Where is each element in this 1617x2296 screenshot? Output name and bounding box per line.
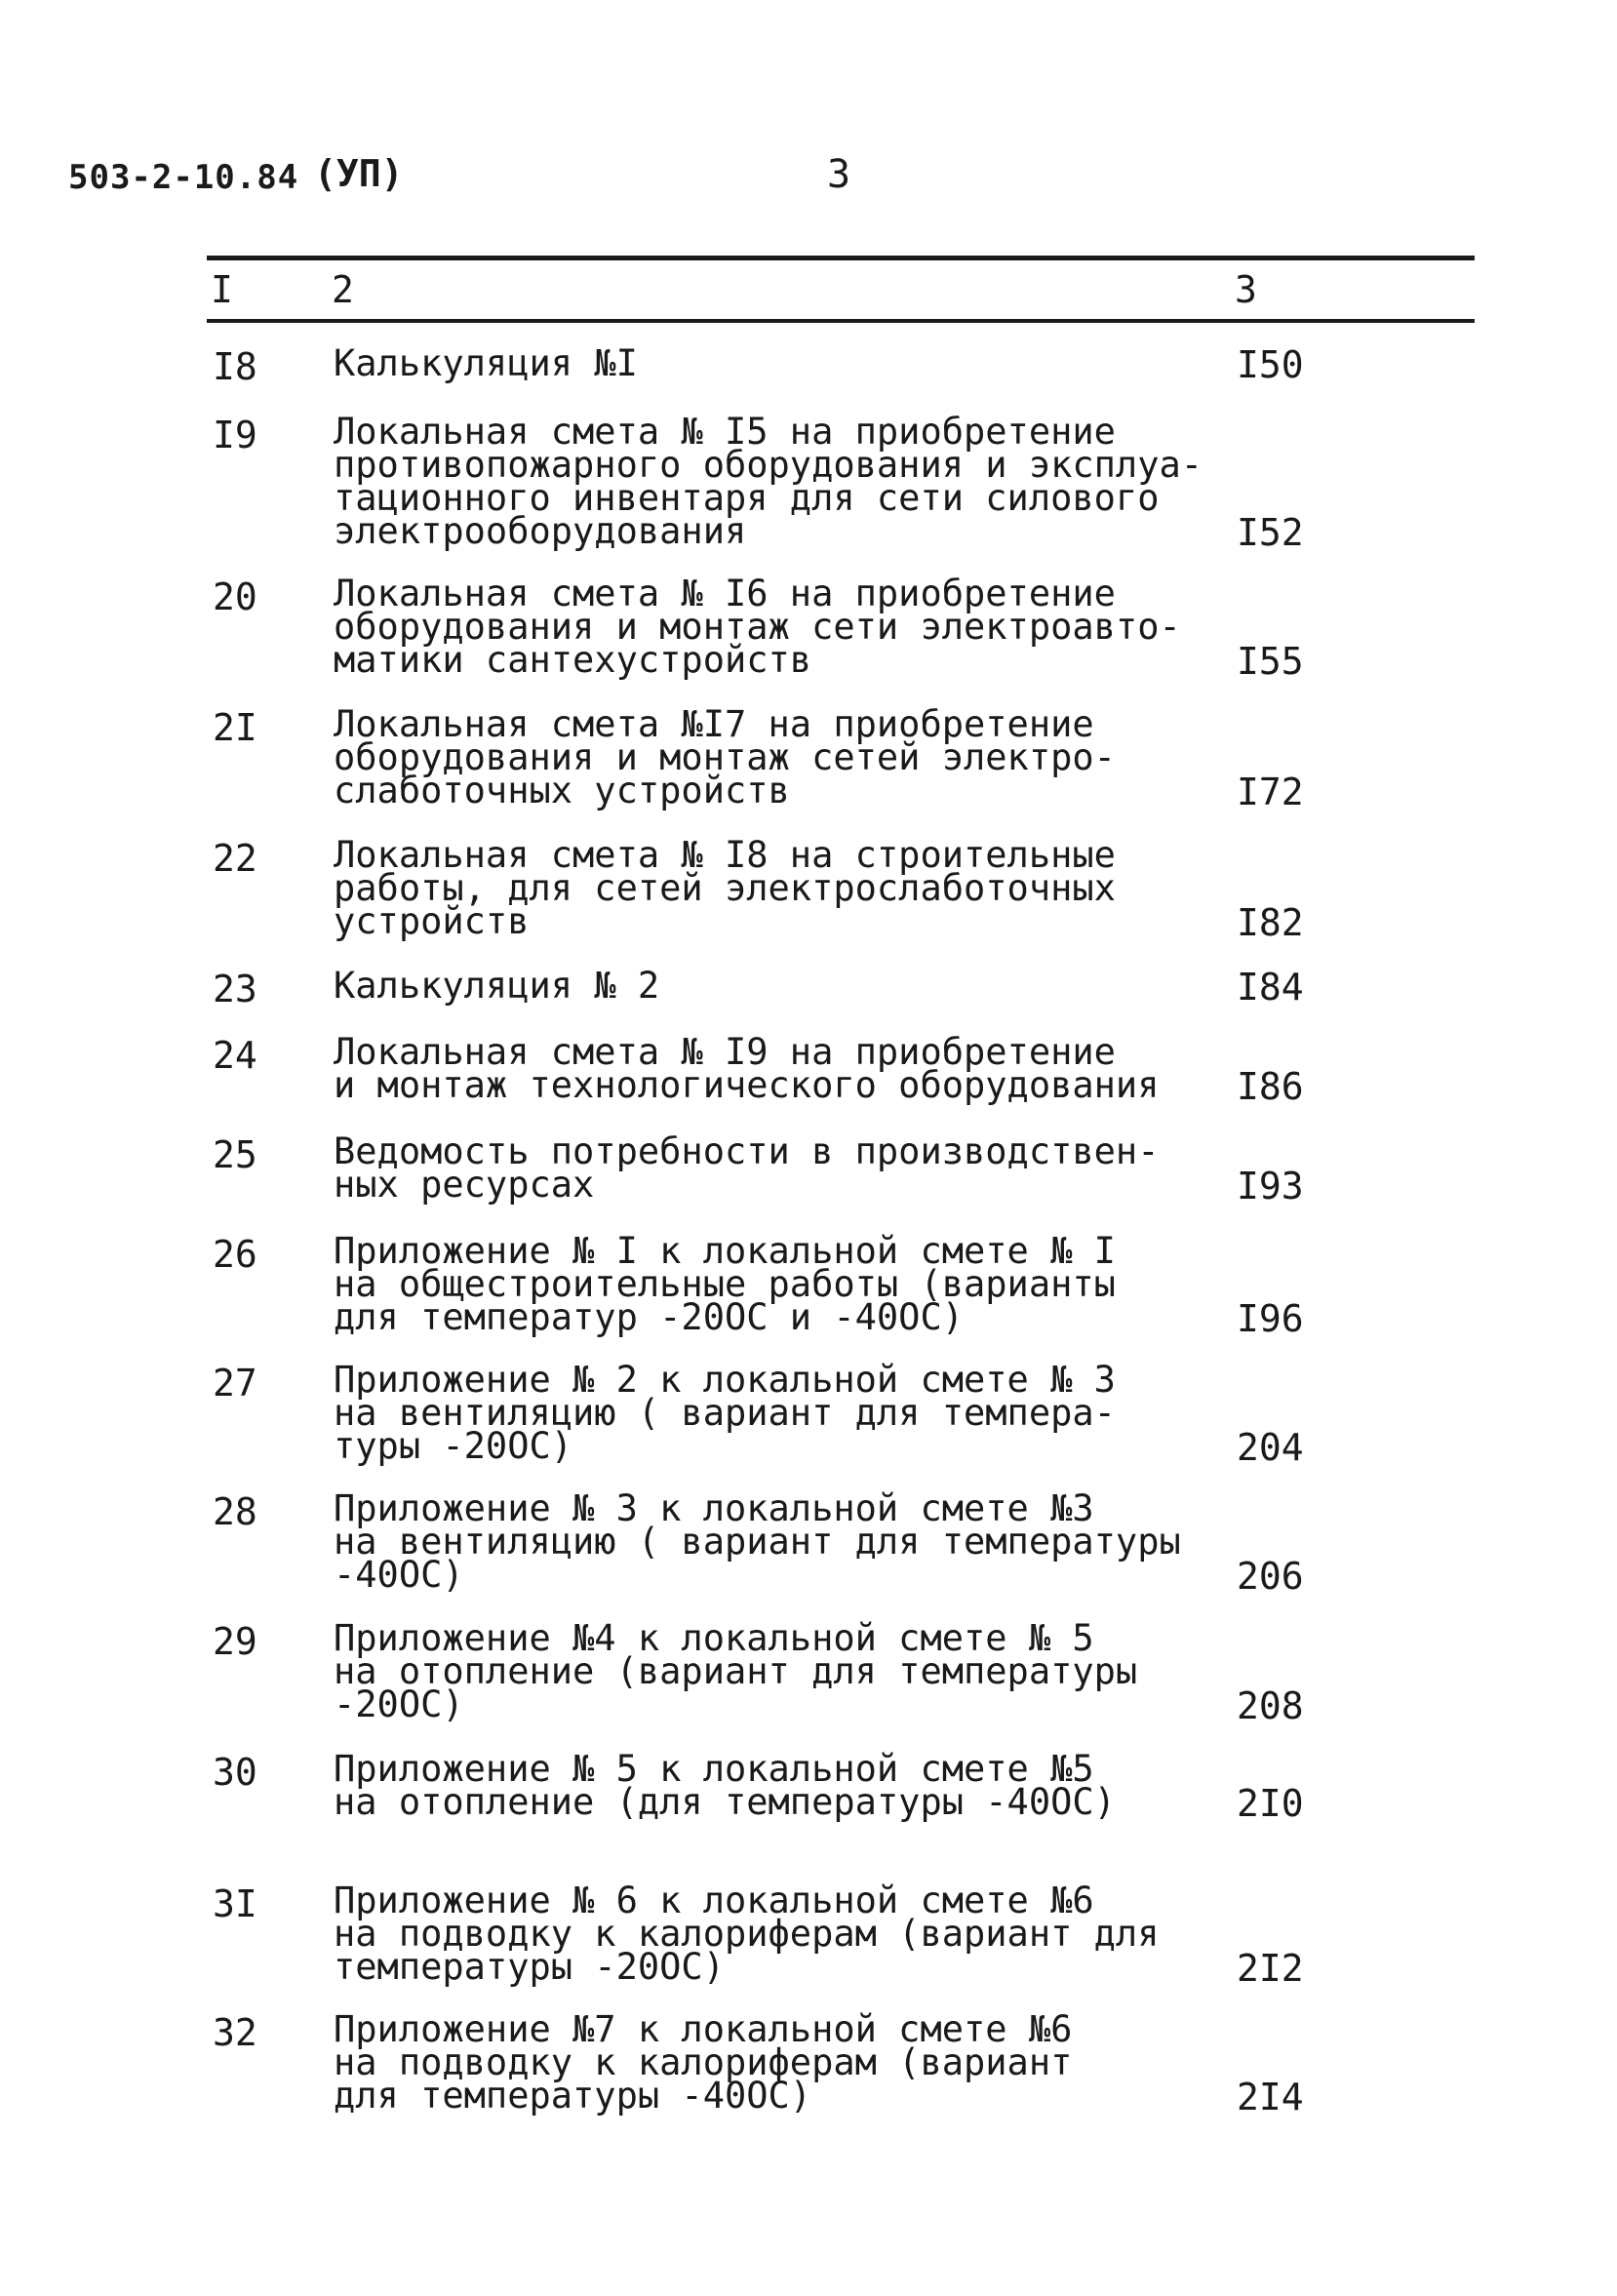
toc-item-title-line: температуры -20ОС) [334, 1946, 725, 1988]
toc-item-title [334, 1880, 1172, 1988]
column-header-number: I [211, 268, 233, 311]
toc-item-number: I8 [213, 345, 257, 388]
toc-item-title [334, 1130, 1172, 1206]
toc-item-title-line: на отопление (вариант для температуры [334, 1650, 1138, 1692]
toc-item-title-line: Ведомость потребности в производствен- [334, 1130, 1160, 1172]
toc-item-title-line: Локальная смета № I5 на приобретение [334, 411, 1116, 453]
toc-item-page: 2I0 [1237, 1782, 1304, 1825]
toc-item-title [334, 342, 1172, 384]
toc-item-title-line: Приложение № 6 к локальной смете №6 [334, 1880, 1094, 1921]
toc-item-title-line: Приложение № 2 к локальной смете № 3 [334, 1359, 1116, 1401]
toc-item-title-line: Приложение №4 к локальной смете № 5 [334, 1617, 1094, 1659]
column-header-page: 3 [1235, 268, 1257, 311]
toc-item-page: 204 [1237, 1426, 1304, 1469]
toc-item-title-line: оборудования и монтаж сети электроавто- [334, 606, 1181, 648]
toc-item-title-line: Приложение № 3 к локальной смете №3 [334, 1487, 1094, 1529]
toc-item-title-line: работы, для сетей электрослаботочных [334, 867, 1116, 909]
toc-item-page: I93 [1237, 1165, 1304, 1207]
toc-item-page: I72 [1237, 771, 1304, 813]
toc-item-title-line: на подводку к калориферам (вариант для [334, 1913, 1160, 1955]
toc-item-title-line: устройств [334, 900, 530, 942]
toc-item-title-line: Приложение №7 к локальной смете №6 [334, 2008, 1073, 2050]
toc-item-title-line: на общестроительные работы (варианты [334, 1263, 1116, 1305]
toc-item-number: 2I [213, 706, 257, 749]
toc-item-title-line: тационного инвентаря для сети силового [334, 477, 1160, 519]
toc-item-title [334, 411, 1203, 552]
toc-item-title-line: электрооборудования [334, 510, 747, 552]
column-header-title: 2 [332, 268, 354, 311]
toc-item-title [334, 2008, 1172, 2117]
toc-item-title-line: противопожарного оборудования и эксплуа- [334, 444, 1203, 486]
toc-item-title-line: оборудования и монтаж сетей электро- [334, 736, 1116, 778]
toc-item-page: 208 [1237, 1684, 1304, 1727]
toc-item-title-line: Локальная смета № I9 на приобретение [334, 1031, 1116, 1073]
toc-item-title-line: Калькуляция №I [334, 342, 638, 384]
toc-item-title [334, 834, 1172, 942]
toc-item-page: 2I4 [1237, 2076, 1304, 2118]
toc-item-number: 30 [213, 1751, 257, 1794]
toc-item-title [334, 1031, 1172, 1106]
toc-item-number: 24 [213, 1034, 257, 1077]
toc-item-page: I86 [1237, 1065, 1304, 1108]
toc-item-title [334, 965, 1172, 1007]
toc-item-title [334, 1230, 1172, 1338]
toc-item-title [334, 703, 1172, 812]
toc-item-title-line: матики сантехустройств [334, 639, 812, 681]
toc-item-page: I84 [1237, 966, 1304, 1009]
toc-item-title-line: для температур -20ОС и -40ОС) [334, 1296, 965, 1338]
toc-item-title-line: Калькуляция № 2 [334, 965, 660, 1007]
document-code: 503-2-10.84 [68, 158, 299, 197]
toc-item-title-line: -40ОС) [334, 1554, 464, 1596]
toc-item-title [334, 573, 1181, 681]
toc-item-title-line: туры -20ОС) [334, 1425, 573, 1467]
toc-item-page: I52 [1237, 511, 1304, 554]
toc-item-title-line: на вентиляцию ( вариант для температуры [334, 1521, 1181, 1563]
toc-item-title-line: Приложение № 5 к локальной смете №5 [334, 1748, 1094, 1790]
toc-item-title [334, 1617, 1172, 1725]
toc-item-number: 23 [213, 968, 257, 1010]
toc-item-page: I82 [1237, 901, 1304, 944]
toc-item-title-line: Локальная смета №I7 на приобретение [334, 703, 1094, 745]
toc-item-title-line: Локальная смета № I8 на строительные [334, 834, 1116, 876]
toc-item-title [334, 1359, 1172, 1467]
toc-item-title [334, 1748, 1172, 1823]
toc-item-title-line: на отопление (для температуры -40ОС) [334, 1781, 1116, 1823]
toc-item-title-line: Приложение № I к локальной смете № I [334, 1230, 1116, 1272]
toc-item-title-line: ных ресурсах [334, 1164, 595, 1206]
toc-item-number: 25 [213, 1133, 257, 1176]
toc-item-page: 2I2 [1237, 1947, 1304, 1990]
toc-item-title-line: на подводку к калориферам (вариант [334, 2041, 1073, 2083]
page-number: 3 [827, 152, 851, 197]
toc-item-number: 3I [213, 1882, 257, 1925]
toc-item-number: 28 [213, 1490, 257, 1533]
toc-item-title [334, 1487, 1181, 1596]
toc-item-number: 20 [213, 575, 257, 618]
toc-item-number: 29 [213, 1620, 257, 1663]
toc-item-title-line: слаботочных устройств [334, 770, 790, 812]
toc-item-title-line: на вентиляцию ( вариант для темпера- [334, 1392, 1116, 1434]
toc-item-title-line: и монтаж технологического оборудования [334, 1064, 1160, 1106]
toc-item-title-line: для температуры -40ОС) [334, 2075, 812, 2117]
toc-item-number: 26 [213, 1233, 257, 1276]
toc-item-title-line: Локальная смета № I6 на приобретение [334, 573, 1116, 614]
document-sheet-mark: (УП) [314, 152, 404, 195]
toc-item-number: 22 [213, 837, 257, 880]
toc-item-page: I55 [1237, 640, 1304, 683]
toc-item-title-line: -20ОС) [334, 1683, 464, 1725]
toc-item-page: 206 [1237, 1555, 1304, 1598]
toc-item-number: 27 [213, 1362, 257, 1405]
toc-item-page: I96 [1237, 1297, 1304, 1340]
toc-item-number: 32 [213, 2011, 257, 2054]
toc-item-number: I9 [213, 414, 257, 456]
toc-item-page: I50 [1237, 343, 1304, 386]
